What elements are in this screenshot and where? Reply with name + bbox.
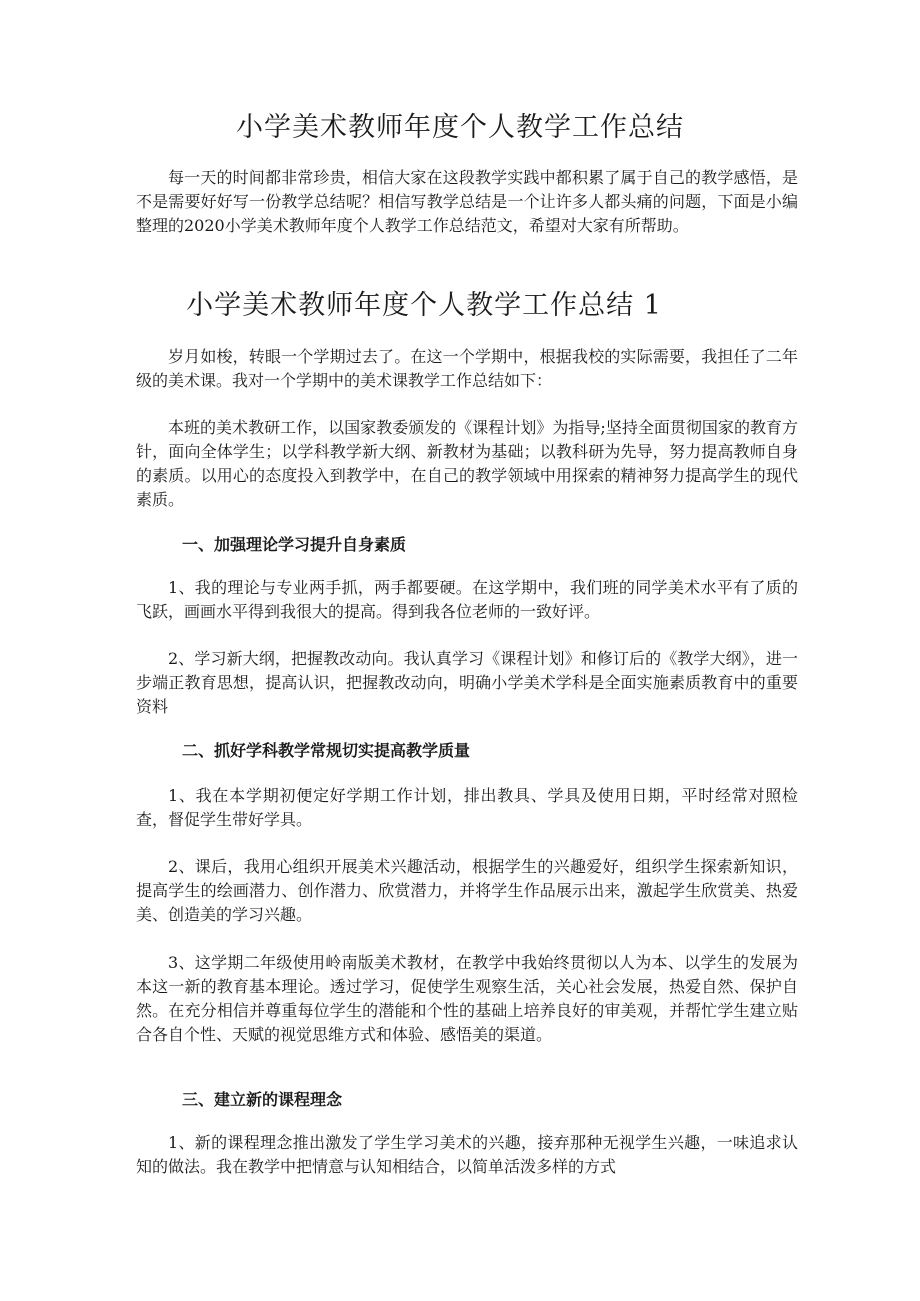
heading-section-1: 一、加强理论学习提升自身素质 (182, 535, 407, 554)
section-title: 小学美术教师年度个人教学工作总结 1 (186, 290, 662, 321)
paragraph-overview: 本班的美术教研工作，以国家教委颁发的《课程计划》为指导;坚持全面贯彻国家的教育方针，面向全体学生；以学科教学新大纲、新教材为基础；以教科研为先导，努力提高教师自身的素质。以用心的态度投入到教学中，在自己的教学领域中用探索的精神努力提高学生的现代素质。 (136, 418, 798, 509)
heading-section-3: 三、建立新的课程理念 (182, 1090, 343, 1109)
section-1-item-2: 2、学习新大纲，把握教改动向。我认真学习《课程计划》和修订后的《教学大纲》，进一步端正教育思想，提高认识，把握教改动向，明确小学美术学科是全面实施素质教育中的重要资料 (136, 649, 798, 716)
section-2-item-2: 2、课后，我用心组织开展美术兴趣活动，根据学生的兴趣爱好，组织学生探索新知识，提高学生的绘画潜力、创作潜力、欣赏潜力，并将学生作品展示出来，激起学生欣赏美、热爱美、创造美的学习兴趣。 (136, 857, 798, 924)
section-2-item-1: 1、我在本学期初便定好学期工作计划，排出教具、学具及使用日期，平时经常对照检查，督促学生带好学具。 (136, 786, 798, 829)
document-title: 小学美术教师年度个人教学工作总结 (236, 112, 684, 143)
paragraph-opening: 岁月如梭，转眼一个学期过去了。在这一个学期中，根据我校的实际需要，我担任了二年级的美术课。我对一个学期中的美术课教学工作总结如下： (136, 347, 798, 390)
section-3-item-1: 1、新的课程理念推出激发了学生学习美术的兴趣，接弃那种无视学生兴趣，一味追求认知的做法。我在教学中把情意与认知相结合，以简单活泼多样的方式 (136, 1133, 798, 1176)
intro-paragraph: 每一天的时间都非常珍贵，相信大家在这段教学实践中都积累了属于自己的教学感悟，是不是需要好好写一份教学总结呢？相信写教学总结是一个让许多人都头痛的问题，下面是小编整理的2020小学美术教师年度个人教学工作总结范文，希望对大家有所帮助。 (136, 168, 798, 235)
section-2-item-3: 3、这学期二年级使用岭南版美术教材，在教学中我始终贯彻以人为本、以学生的发展为本这一新的教育基本理论。透过学习，促使学生观察生活，关心社会发展，热爱自然、保护自然。在充分相信并尊重每位学生的潜能和个性的基础上培养良好的审美观，并帮忙学生建立贴合各自个性、天赋的视觉思维方式和体验、感悟美的渠道。 (136, 953, 798, 1044)
heading-section-2: 二、抓好学科教学常规切实提高教学质量 (182, 741, 471, 760)
section-1-item-1: 1、我的理论与专业两手抓，两手都要硬。在这学期中，我们班的同学美术水平有了质的飞跃，画画水平得到我很大的提高。得到我各位老师的一致好评。 (136, 578, 798, 621)
